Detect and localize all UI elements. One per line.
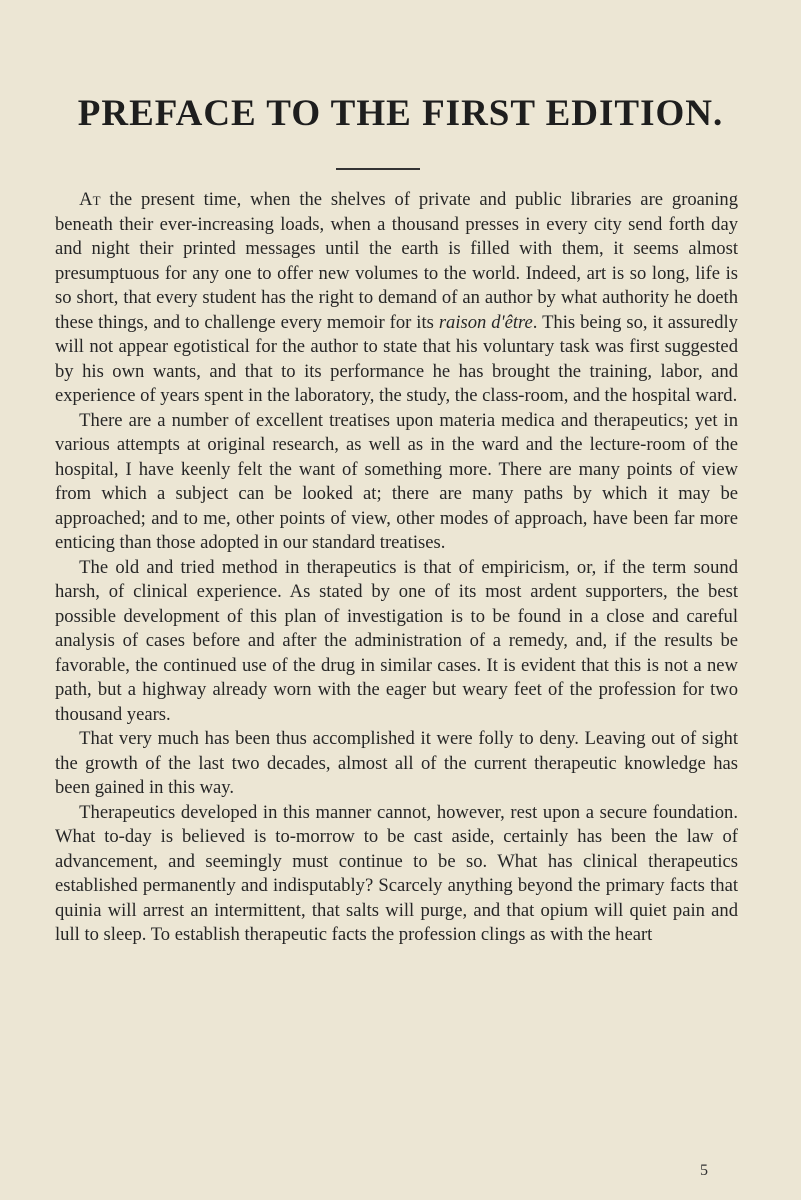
paragraph-1-text-after: . This being so, it assuredly will not appear egotistical for the author to state that his voluntary task was first suggested by his own wants, and that to its performance he has brought the training, labor, and experience of years spent in the laboratory, the study, the class-room, and the hospital ward. xyxy=(55,311,738,406)
paragraph-2: There are a number of excellent treatises upon materia medica and therapeutics; yet in various attempts at original research, as well as in the ward and the lecture-room of the hospital, I have keenly felt the want of something more. There are many points of view from which a subject can be looked at; there are many paths by which it may be approached; and to me, other points of view, other modes of approach, have been far more enticing than those adopted in our standard treatises. xyxy=(55,409,738,553)
paragraph-3: The old and tried method in therapeutics is that of empiricism, or, if the term sound harsh, of clinical experience. As stated by one of its most ardent supporters, the best possible development of this plan of investigation is to be found in a close and careful analysis of cases before and after the administration of a remedy, and, if the results be favorable, the continued use of the drug in similar cases. It is evident that this is not a new path, but a highway already worn with the eager but weary feet of the profession for two thousand years. xyxy=(55,556,738,725)
paragraph-4: That very much has been thus accomplished it were folly to deny. Leaving out of sight the growth of the last two decades, almost all of the current therapeutic knowledge has been gained in this way. xyxy=(55,728,738,798)
title-divider xyxy=(336,168,420,170)
paragraph-1-italic: raison d'être xyxy=(438,311,533,333)
preface-body xyxy=(55,188,738,948)
page-title: PREFACE TO THE FIRST EDITION. xyxy=(77,93,724,134)
paragraph-1-text: the present time, when the shelves of private and public libraries are groaning beneath their ever-increasing loads, when a thousand presses in every city send forth day and night their printed messages until the earth is filled with them, it seems almost presumptuous for any one to offer new volumes to the world. Indeed, art is so long, life is so short, that every student has the right to demand of an author by what authority he doeth these things, and to challenge every memoir for its xyxy=(55,189,738,333)
paragraph-1-lead: At xyxy=(79,189,101,210)
paragraph-5: Therapeutics developed in this manner cannot, however, rest upon a secure foundation. What to-day is believed is to-morrow to be cast aside, certainly has been the law of advancement, and seemingly must continue to be so. What has clinical therapeutics established permanently and indisputably? Scarcely anything beyond the primary facts that quinia will arrest an intermittent, that salts will purge, and that opium will quiet pain and lull to sleep. To establish therapeutic facts the profession clings as with the heart xyxy=(55,801,738,945)
paragraph-1 xyxy=(55,188,738,409)
page-number: 5 xyxy=(700,1162,708,1179)
